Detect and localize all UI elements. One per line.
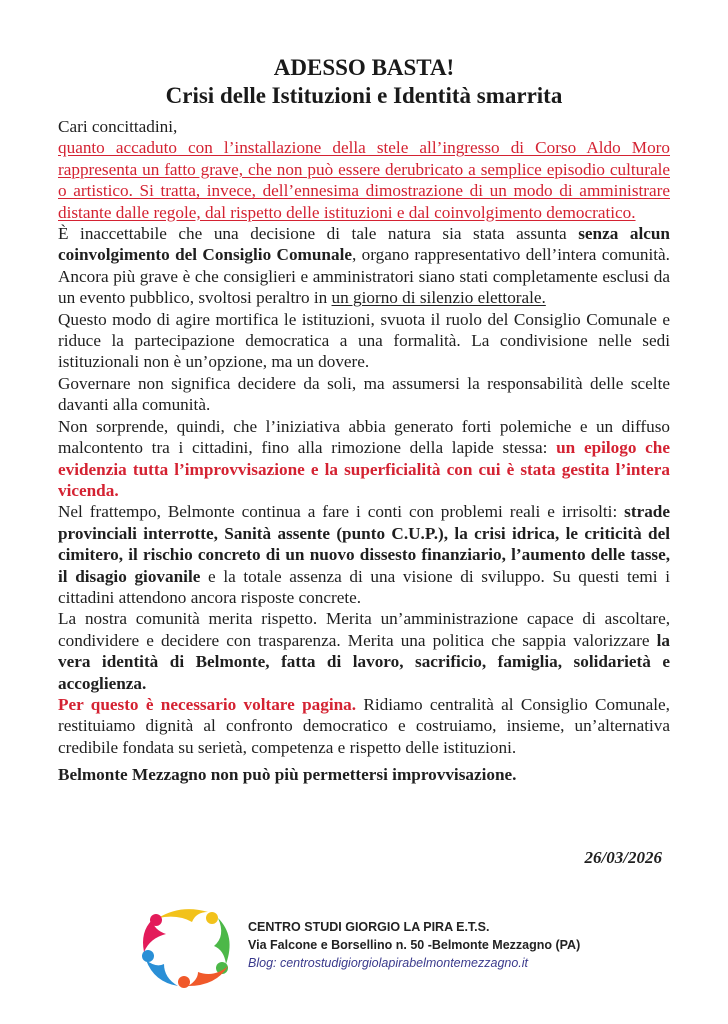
greeting: Cari concittadini,: [58, 117, 178, 136]
logo-head-yellow: [206, 912, 218, 924]
logo-figure-blue: [146, 960, 178, 986]
footer: [136, 898, 656, 988]
page-title: ADESSO BASTA!: [273, 55, 455, 80]
red-bold-text: un epilogo che evidenzia tutta l’improvvisazione e la superficialità con cui è stata gestita l’intera vicenda.: [58, 438, 670, 500]
logo-figure-green: [214, 918, 230, 964]
paragraph-voltare-pagina: [58, 694, 670, 758]
blog-link[interactable]: Blog: centrostudigiorgiolapirabelmontemezzagno.it: [248, 956, 529, 970]
logo-head-blue: [142, 950, 154, 962]
people-circle-logo-icon: [136, 898, 240, 990]
text: e la totale assenza di una visione di sviluppo. Su questi temi i cittadini attendono ancora risposte concrete.: [58, 566, 670, 607]
logo-head-magenta: [150, 914, 162, 926]
paragraph-consiglio: [58, 223, 670, 309]
letter-body: [58, 116, 670, 786]
logo-head-orange: [178, 976, 190, 988]
text: Nel frattempo, Belmonte continua a fare i conti con problemi reali e irrisolti:: [58, 502, 625, 522]
text: , organo rappresentativo dell’intera comunità. Ancora più grave è che consiglieri e amministratori siano stati completamente esclusi da un evento pubblico, svoltosi peraltro in: [58, 245, 670, 308]
paragraph-rispetto: [58, 608, 670, 694]
paragraph-problemi: [58, 501, 670, 608]
paragraph-istituzioni: Questo modo di agire mortifica le istituzioni, svuota il ruolo del Consiglio Comunale e riduce la partecipazione democratica a una formalità. La condivisione nelle sedi istituzionali non è un’opzione, ma un dovere.: [58, 309, 670, 372]
title-block: [0, 54, 728, 110]
text: È inaccettabile che una decisione di tale natura sia stata assunta: [58, 224, 579, 244]
bold-text: strade provinciali interrotte, Sanità assente (punto C.U.P.), la crisi idrica, le criticità del cimitero, il rischio concreto di un nuovo dissesto finanziario, l’aumento delle tasse, il disagio giovanile: [58, 502, 670, 586]
date: 26/03/2026: [584, 848, 662, 867]
organization-address: Via Falcone e Borsellino n. 50 -Belmonte Mezzagno (PA): [248, 938, 581, 952]
bold-text: la vera identità di Belmonte, fatta di lavoro, sacrificio, famiglia, solidarietà e accoglienza.: [58, 630, 670, 693]
paragraph-polemiche: [58, 416, 670, 502]
text: La nostra comunità merita rispetto. Merita un’amministrazione capace di ascoltare, condividere e decidere con trasparenza. Merita una politica che sappia valorizzare: [58, 609, 670, 650]
text: Ridiamo centralità al Consiglio Comunale, restituiamo dignità al confronto democratico e costruiamo, insieme, un’alternativa credibile fondata su serietà, competenza e rispetto delle istituzioni.: [58, 694, 670, 757]
paragraph-stele: quanto accaduto con l’installazione della stele all’ingresso di Corso Aldo Moro rappresenta un fatto grave, che non può essere derubricato a semplice episodio culturale o artistico. Si tratta, invece, dell’ennesima dimostrazione di un modo di amministrare distante dalle regole, dal rispetto delle istituzioni e dal coinvolgimento democratico.: [58, 138, 670, 222]
closing-statement: Belmonte Mezzagno non può più permettersi improvvisazione.: [58, 765, 517, 785]
page-subtitle: Crisi delle Istituzioni e Identità smarrita: [165, 83, 563, 108]
paragraph-governare: Governare non significa decidere da soli, ma assumersi la responsabilità delle scelte davanti alla comunità.: [58, 373, 670, 415]
organization-name: CENTRO STUDI GIORGIO LA PIRA E.T.S.: [248, 920, 490, 934]
bold-text: senza alcun coinvolgimento del Consiglio Comunale: [58, 224, 670, 265]
organization-info: [248, 918, 580, 972]
underlined-text: un giorno di silenzio elettorale.: [331, 288, 546, 308]
red-bold-text: Per questo è necessario voltare pagina.: [58, 694, 357, 714]
text: Non sorprende, quindi, che l’iniziativa abbia generato forti polemiche e un diffuso malcontento tra i cittadini, fino alla rimozione della lapide stessa:: [58, 416, 670, 458]
logo-figure-yellow: [158, 909, 208, 922]
